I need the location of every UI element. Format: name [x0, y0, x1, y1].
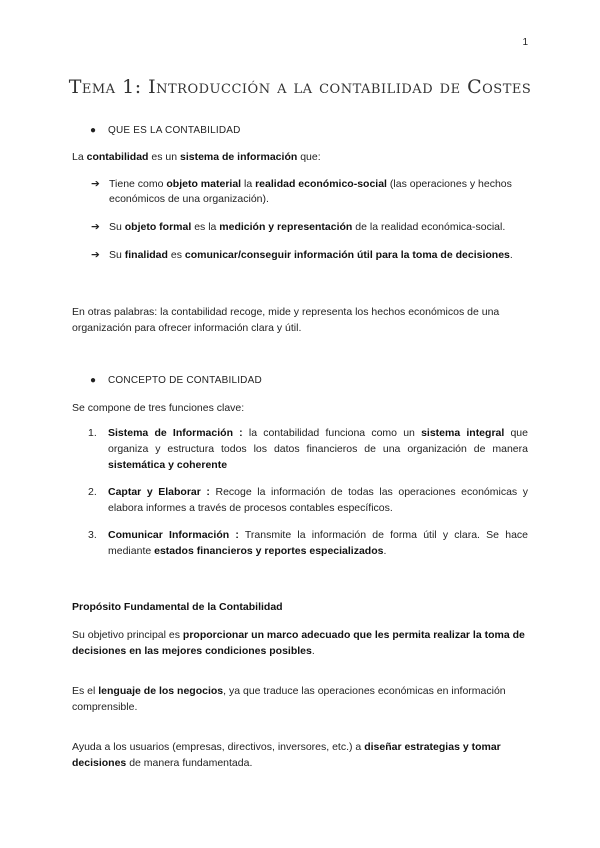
summary-paragraph: En otras palabras: la contabilidad recoge, mide y representa los hechos económicos de una organización para ofrecer información clara y útil. [72, 306, 500, 334]
users-paragraph: Ayuda a los usuarios (empresas, directivos, inversores, etc.) a diseñar estrategias y tomar decisiones de manera fundamentada. [72, 741, 501, 769]
bullet-icon: ● [90, 125, 97, 136]
list-item: 2. Captar y Elaborar : Recoge la información de todas las operaciones económicas y elabora informes a través de procesos contables específicos. [88, 486, 528, 514]
section-heading-que-es: ● QUE ES LA CONTABILIDAD [90, 125, 241, 136]
bullet-icon: ● [90, 375, 97, 386]
intro-paragraph: La contabilidad es un sistema de información que: [72, 151, 321, 163]
list-item: ➔ Tiene como objeto material la realidad económico-social (las operaciones y hechos económicos de una organización). [91, 178, 512, 205]
arrow-icon: ➔ [91, 178, 100, 190]
list-item: ➔ Su finalidad es comunicar/conseguir información útil para la toma de decisiones. [91, 249, 513, 261]
page-title: Tema 1: Introducción a la contabilidad de Costes [68, 76, 532, 98]
arrow-icon: ➔ [91, 221, 100, 233]
functions-intro: Se compone de tres funciones clave: [72, 402, 245, 414]
list-item: 1. Sistema de Información : la contabilidad funciona como un sistema integral que organiza y estructura todos los datos financieros de una organización de manera sistemática y coherente [88, 427, 528, 471]
list-item: 3. Comunicar Información : Transmite la información de forma útil y clara. Se hace mediante estados financieros y reportes especializados. [88, 529, 528, 557]
language-paragraph: Es el lenguaje de los negocios, ya que traduce las operaciones económicas en información comprensible. [72, 685, 506, 713]
arrow-icon: ➔ [91, 249, 100, 261]
list-item: ➔ Su objeto formal es la medición y representación de la realidad económica-social. [91, 221, 506, 233]
subheading-proposito: Propósito Fundamental de la Contabilidad [72, 601, 283, 613]
purpose-paragraph: Su objetivo principal es proporcionar un marco adecuado que les permita realizar la toma de decisiones en las mejores condiciones posibles. [72, 629, 525, 657]
page-number: 1 [522, 37, 528, 48]
section-heading-concepto: ● CONCEPTO DE CONTABILIDAD [90, 375, 262, 386]
